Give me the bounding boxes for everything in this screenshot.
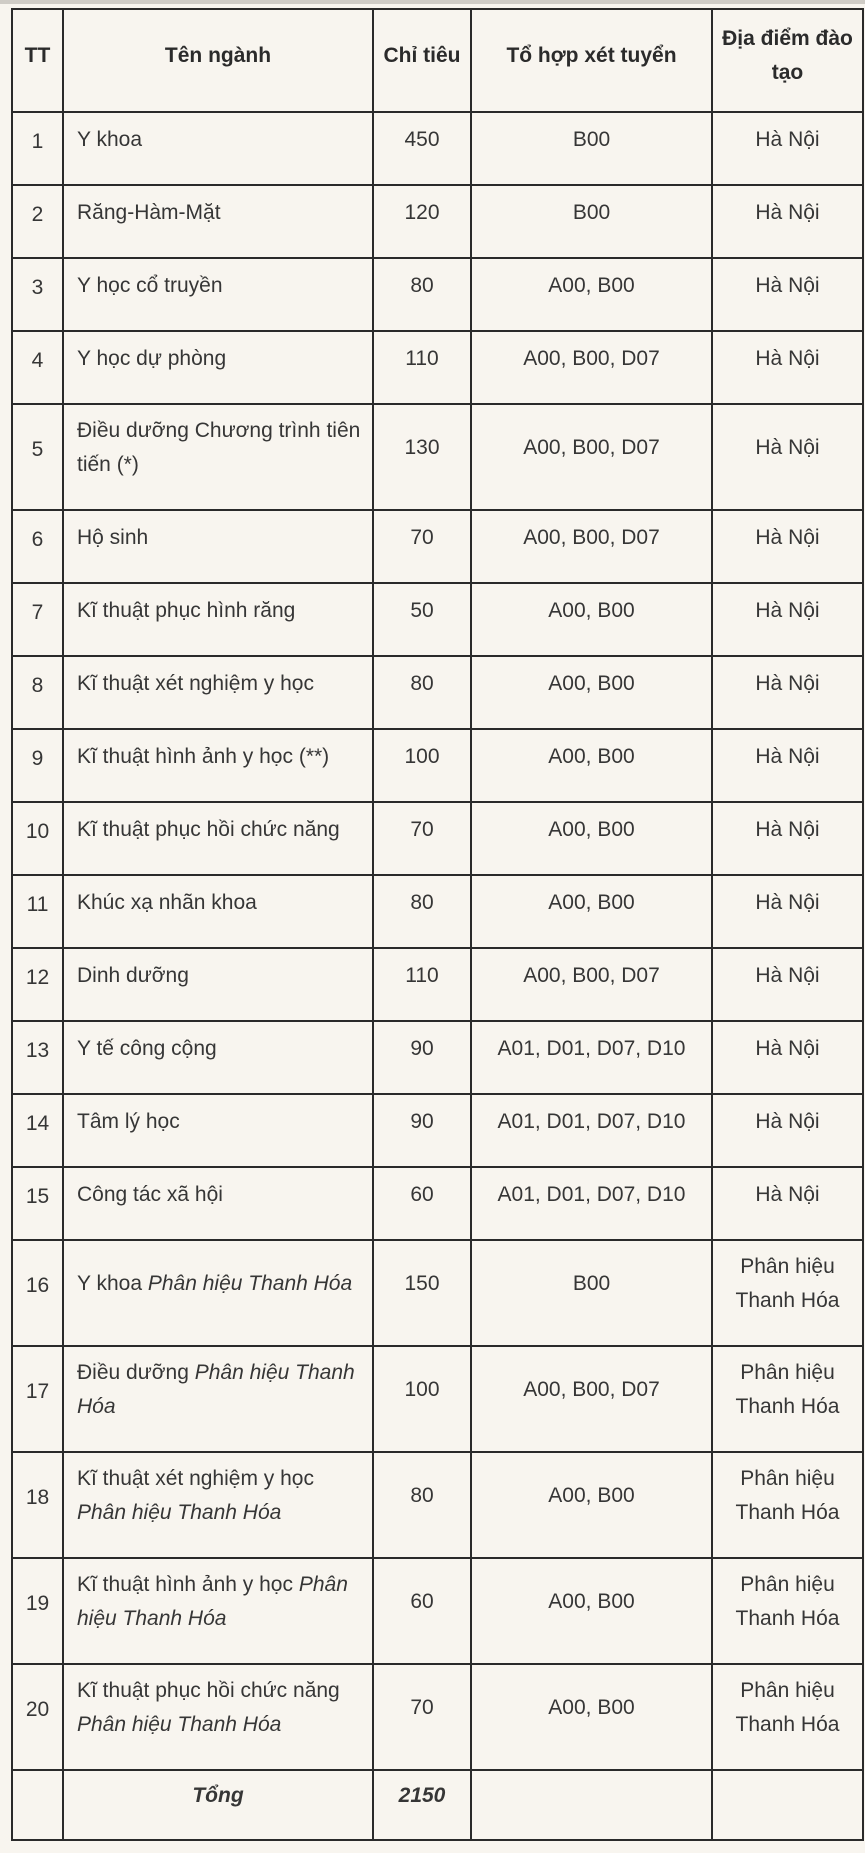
table-header: [12, 9, 863, 112]
location-cell: [712, 1167, 863, 1240]
total-value: 2150: [373, 1770, 471, 1840]
quota-value: 150: [404, 1272, 440, 1295]
row-number: 18: [25, 1486, 50, 1509]
table-row: [12, 1021, 863, 1094]
location-value: Hà Nội: [755, 890, 820, 914]
quota-value: 80: [410, 671, 434, 695]
row-number-cell: [12, 112, 63, 185]
row-number: 20: [25, 1698, 50, 1721]
exam-combo-cell: [471, 875, 712, 948]
table-row: [12, 729, 863, 802]
row-number: 14: [25, 1111, 50, 1135]
quota-value: 60: [410, 1590, 434, 1613]
quota-value: 110: [405, 963, 439, 987]
major-name-cell: [63, 1664, 373, 1770]
quota-value: 50: [410, 598, 434, 622]
quota-value: 70: [410, 817, 434, 841]
row-number-cell: [12, 1558, 63, 1664]
exam-combo-value: A00, B00: [548, 598, 635, 622]
row-number-cell: [12, 258, 63, 331]
exam-combo-cell: [471, 1167, 712, 1240]
location-cell: [712, 802, 863, 875]
location-value: Hà Nội: [755, 1182, 820, 1206]
location-cell: [712, 948, 863, 1021]
row-number: 16: [25, 1274, 50, 1297]
row-number-cell: [12, 404, 63, 510]
location-cell: [712, 1664, 863, 1770]
major-name-branch-note: Phân hiệu Thanh Hóa: [147, 1272, 353, 1295]
row-number-cell: [12, 948, 63, 1021]
location-value: Phân hiệu Thanh Hóa: [735, 1573, 840, 1630]
exam-combo-cell: [471, 258, 712, 331]
exam-combo-value: B00: [572, 127, 611, 151]
exam-combo-value: A00, B00: [548, 1484, 635, 1507]
major-name-branch-note: Phân hiệu Thanh Hóa: [77, 1713, 282, 1736]
quota-value: 70: [410, 525, 434, 549]
exam-combo-cell: [471, 583, 712, 656]
exam-combo-cell: [471, 185, 712, 258]
quota-cell: [373, 583, 471, 656]
exam-combo-cell: [471, 1094, 712, 1167]
row-number: 12: [25, 965, 50, 989]
major-name: Y khoa: [77, 127, 142, 151]
major-name: Kĩ thuật hình ảnh y học: [77, 1573, 299, 1596]
quota-cell: [373, 1021, 471, 1094]
row-number-cell: [12, 185, 63, 258]
exam-combo-value: A00, B00, D07: [523, 346, 660, 370]
location-cell: [712, 1094, 863, 1167]
major-name-cell: [63, 1240, 373, 1346]
total-row-empty-tt-cell: [12, 1770, 63, 1840]
quota-cell: [373, 1240, 471, 1346]
quota-cell: [373, 112, 471, 185]
table-row: [12, 656, 863, 729]
quota-cell: [373, 656, 471, 729]
location-value: Hà Nội: [755, 817, 820, 841]
quota-cell: [373, 1346, 471, 1452]
major-name-cell: [63, 729, 373, 802]
row-number: 3: [31, 275, 44, 299]
location-value: Phân hiệu Thanh Hóa: [735, 1467, 840, 1524]
major-name-cell: [63, 404, 373, 510]
exam-combo-cell: [471, 948, 712, 1021]
row-number-cell: [12, 1346, 63, 1452]
location-value: Hà Nội: [755, 671, 820, 695]
major-name-cell: [63, 583, 373, 656]
major-name: Điều dưỡng Chương trình tiên tiến (*): [77, 419, 361, 476]
row-number-cell: [12, 875, 63, 948]
quota-value: 80: [410, 1484, 434, 1507]
header-cell-quota: Chỉ tiêu: [373, 9, 471, 112]
exam-combo-value: A00, B00, D07: [523, 436, 660, 459]
quota-value: 120: [404, 200, 440, 224]
quota-cell: [373, 1167, 471, 1240]
quota-cell: [373, 1664, 471, 1770]
location-cell: [712, 656, 863, 729]
location-cell: [712, 1240, 863, 1346]
major-name: Kĩ thuật phục hồi chức năng: [77, 1679, 340, 1702]
quota-value: 100: [404, 1378, 440, 1401]
location-value: Hà Nội: [755, 963, 820, 987]
exam-combo-value: B00: [572, 1272, 611, 1295]
quota-value: 90: [410, 1109, 434, 1133]
quota-cell: [373, 404, 471, 510]
exam-combo-value: A00, B00: [548, 744, 635, 768]
quota-cell: [373, 875, 471, 948]
exam-combo-cell: [471, 1240, 712, 1346]
major-name-cell: [63, 1452, 373, 1558]
exam-combo-value: A00, B00, D07: [523, 1378, 660, 1401]
table-body: [12, 112, 863, 1770]
total-row-empty-location-cell: [712, 1770, 863, 1840]
major-name-cell: [63, 1021, 373, 1094]
major-name: Hộ sinh: [77, 525, 149, 549]
row-number: 13: [25, 1038, 50, 1062]
table-row: [12, 1664, 863, 1770]
table-row: [12, 510, 863, 583]
quota-cell: [373, 729, 471, 802]
total-row: [12, 1770, 863, 1840]
location-cell: [712, 112, 863, 185]
exam-combo-cell: [471, 510, 712, 583]
location-cell: [712, 258, 863, 331]
row-number: 6: [31, 527, 44, 551]
location-cell: [712, 583, 863, 656]
quota-cell: [373, 1094, 471, 1167]
quota-cell: [373, 331, 471, 404]
exam-combo-cell: [471, 1664, 712, 1770]
exam-combo-value: A00, B00: [548, 671, 635, 695]
top-edge-strip: [0, 0, 865, 4]
row-number: 2: [31, 202, 44, 226]
location-value: Phân hiệu Thanh Hóa: [735, 1679, 840, 1736]
quota-cell: [373, 802, 471, 875]
row-number: 4: [31, 348, 44, 372]
row-number-cell: [12, 1240, 63, 1346]
exam-combo-cell: [471, 331, 712, 404]
table-footer: [12, 1770, 863, 1840]
row-number: 8: [31, 673, 44, 697]
major-name-cell: [63, 656, 373, 729]
exam-combo-cell: [471, 1558, 712, 1664]
major-name: Dinh dưỡng: [77, 963, 189, 987]
total-row-empty-combo-cell: [471, 1770, 712, 1840]
exam-combo-cell: [471, 729, 712, 802]
location-cell: [712, 185, 863, 258]
location-value: Hà Nội: [755, 525, 820, 549]
location-value: Hà Nội: [755, 1109, 820, 1133]
exam-combo-cell: [471, 1452, 712, 1558]
location-value: Hà Nội: [755, 127, 820, 151]
location-cell: [712, 729, 863, 802]
major-name-cell: [63, 1167, 373, 1240]
location-value: Phân hiệu Thanh Hóa: [735, 1361, 840, 1418]
location-value: Hà Nội: [755, 1036, 820, 1060]
location-value: Hà Nội: [755, 744, 820, 768]
table-row: [12, 1240, 863, 1346]
exam-combo-cell: [471, 1346, 712, 1452]
table-row: [12, 331, 863, 404]
major-name: Y học cổ truyền: [77, 273, 223, 297]
major-name: Y khoa: [77, 1272, 148, 1295]
row-number: 1: [31, 129, 44, 153]
location-value: Hà Nội: [755, 598, 820, 622]
major-name: Kĩ thuật hình ảnh y học (**): [77, 744, 330, 768]
exam-combo-value: A00, B00: [548, 273, 635, 297]
row-number: 19: [25, 1592, 50, 1615]
exam-combo-value: B00: [572, 200, 611, 224]
row-number-cell: [12, 802, 63, 875]
quota-value: 90: [410, 1036, 434, 1060]
row-number-cell: [12, 656, 63, 729]
major-name-cell: [63, 948, 373, 1021]
table-row: [12, 802, 863, 875]
major-name: Kĩ thuật phục hồi chức năng: [77, 817, 340, 841]
table-row: [12, 1094, 863, 1167]
major-name-cell: [63, 1094, 373, 1167]
quota-value: 60: [410, 1182, 434, 1206]
location-cell: [712, 404, 863, 510]
quota-value: 80: [410, 890, 434, 914]
row-number: 5: [31, 438, 44, 461]
major-name-cell: [63, 331, 373, 404]
row-number-cell: [12, 1452, 63, 1558]
table-row: [12, 258, 863, 331]
quota-value: 110: [405, 346, 439, 370]
quota-value: 70: [410, 1696, 434, 1719]
major-name-branch-note: Phân hiệu Thanh Hóa: [77, 1573, 348, 1630]
major-name: Kĩ thuật xét nghiệm y học: [77, 1467, 314, 1490]
quota-value: 450: [404, 127, 440, 151]
table-row: [12, 112, 863, 185]
major-name: Y tế công cộng: [77, 1036, 217, 1060]
quota-cell: [373, 1558, 471, 1664]
quota-cell: [373, 948, 471, 1021]
admission-quota-table: [11, 8, 864, 1841]
header-cell-location: Địa điểm đào tạo: [712, 9, 863, 112]
row-number: 15: [25, 1184, 50, 1208]
location-cell: [712, 875, 863, 948]
major-name-branch-note: Phân hiệu Thanh Hóa: [77, 1501, 282, 1524]
row-number: 17: [25, 1380, 50, 1403]
quota-value: 100: [404, 744, 440, 768]
header-cell-tt: TT: [12, 9, 63, 112]
major-name-cell: [63, 1558, 373, 1664]
total-label: Tổng: [63, 1770, 373, 1840]
row-number: 10: [25, 819, 50, 843]
major-name: Điều dưỡng: [77, 1361, 195, 1384]
exam-combo-value: A00, B00: [548, 817, 635, 841]
row-number: 7: [31, 600, 44, 624]
quota-value: 80: [410, 273, 434, 297]
exam-combo-cell: [471, 656, 712, 729]
major-name-cell: [63, 802, 373, 875]
table-row: [12, 875, 863, 948]
location-cell: [712, 1346, 863, 1452]
exam-combo-cell: [471, 1021, 712, 1094]
header-cell-exam-combo: Tổ hợp xét tuyển: [471, 9, 712, 112]
major-name-branch-note: Phân hiệu Thanh Hóa: [77, 1361, 355, 1418]
exam-combo-value: A01, D01, D07, D10: [497, 1182, 686, 1206]
exam-combo-value: A00, B00: [548, 890, 635, 914]
quota-cell: [373, 510, 471, 583]
table-row: [12, 948, 863, 1021]
row-number-cell: [12, 1094, 63, 1167]
row-number-cell: [12, 331, 63, 404]
location-value: Hà Nội: [755, 273, 820, 297]
major-name-cell: [63, 185, 373, 258]
row-number-cell: [12, 1167, 63, 1240]
major-name: Kĩ thuật phục hình răng: [77, 598, 296, 622]
major-name-cell: [63, 875, 373, 948]
major-name: Kĩ thuật xét nghiệm y học: [77, 671, 314, 695]
quota-value: 130: [404, 436, 440, 459]
table-row: [12, 185, 863, 258]
row-number: 11: [26, 892, 49, 916]
header-row: [12, 9, 863, 112]
row-number-cell: [12, 583, 63, 656]
location-cell: [712, 510, 863, 583]
quota-cell: [373, 1452, 471, 1558]
location-value: Hà Nội: [755, 346, 820, 370]
major-name-cell: [63, 510, 373, 583]
row-number-cell: [12, 1664, 63, 1770]
location-cell: [712, 331, 863, 404]
quota-cell: [373, 185, 471, 258]
location-cell: [712, 1452, 863, 1558]
quota-cell: [373, 258, 471, 331]
exam-combo-cell: [471, 802, 712, 875]
header-cell-major-name: Tên ngành: [63, 9, 373, 112]
major-name-cell: [63, 258, 373, 331]
location-value: Hà Nội: [755, 200, 820, 224]
exam-combo-cell: [471, 404, 712, 510]
major-name: Răng-Hàm-Mặt: [77, 200, 221, 224]
table-row: [12, 1452, 863, 1558]
table-row: [12, 1167, 863, 1240]
location-value: Phân hiệu Thanh Hóa: [735, 1255, 840, 1312]
major-name-cell: [63, 112, 373, 185]
major-name-cell: [63, 1346, 373, 1452]
exam-combo-value: A00, B00: [548, 1696, 635, 1719]
row-number-cell: [12, 729, 63, 802]
exam-combo-value: A01, D01, D07, D10: [497, 1109, 686, 1133]
table-row: [12, 583, 863, 656]
table-row: [12, 1346, 863, 1452]
table-row: [12, 404, 863, 510]
location-value: Hà Nội: [755, 436, 820, 459]
major-name: Khúc xạ nhãn khoa: [77, 890, 257, 914]
row-number-cell: [12, 510, 63, 583]
major-name: Công tác xã hội: [77, 1182, 223, 1206]
table-row: [12, 1558, 863, 1664]
major-name: Y học dự phòng: [77, 346, 227, 370]
exam-combo-value: A00, B00: [548, 1590, 635, 1613]
location-cell: [712, 1021, 863, 1094]
location-cell: [712, 1558, 863, 1664]
exam-combo-value: A00, B00, D07: [523, 963, 660, 987]
exam-combo-value: A01, D01, D07, D10: [497, 1036, 686, 1060]
row-number: 9: [31, 746, 44, 770]
exam-combo-cell: [471, 112, 712, 185]
row-number-cell: [12, 1021, 63, 1094]
major-name: Tâm lý học: [77, 1109, 180, 1133]
exam-combo-value: A00, B00, D07: [523, 525, 660, 549]
